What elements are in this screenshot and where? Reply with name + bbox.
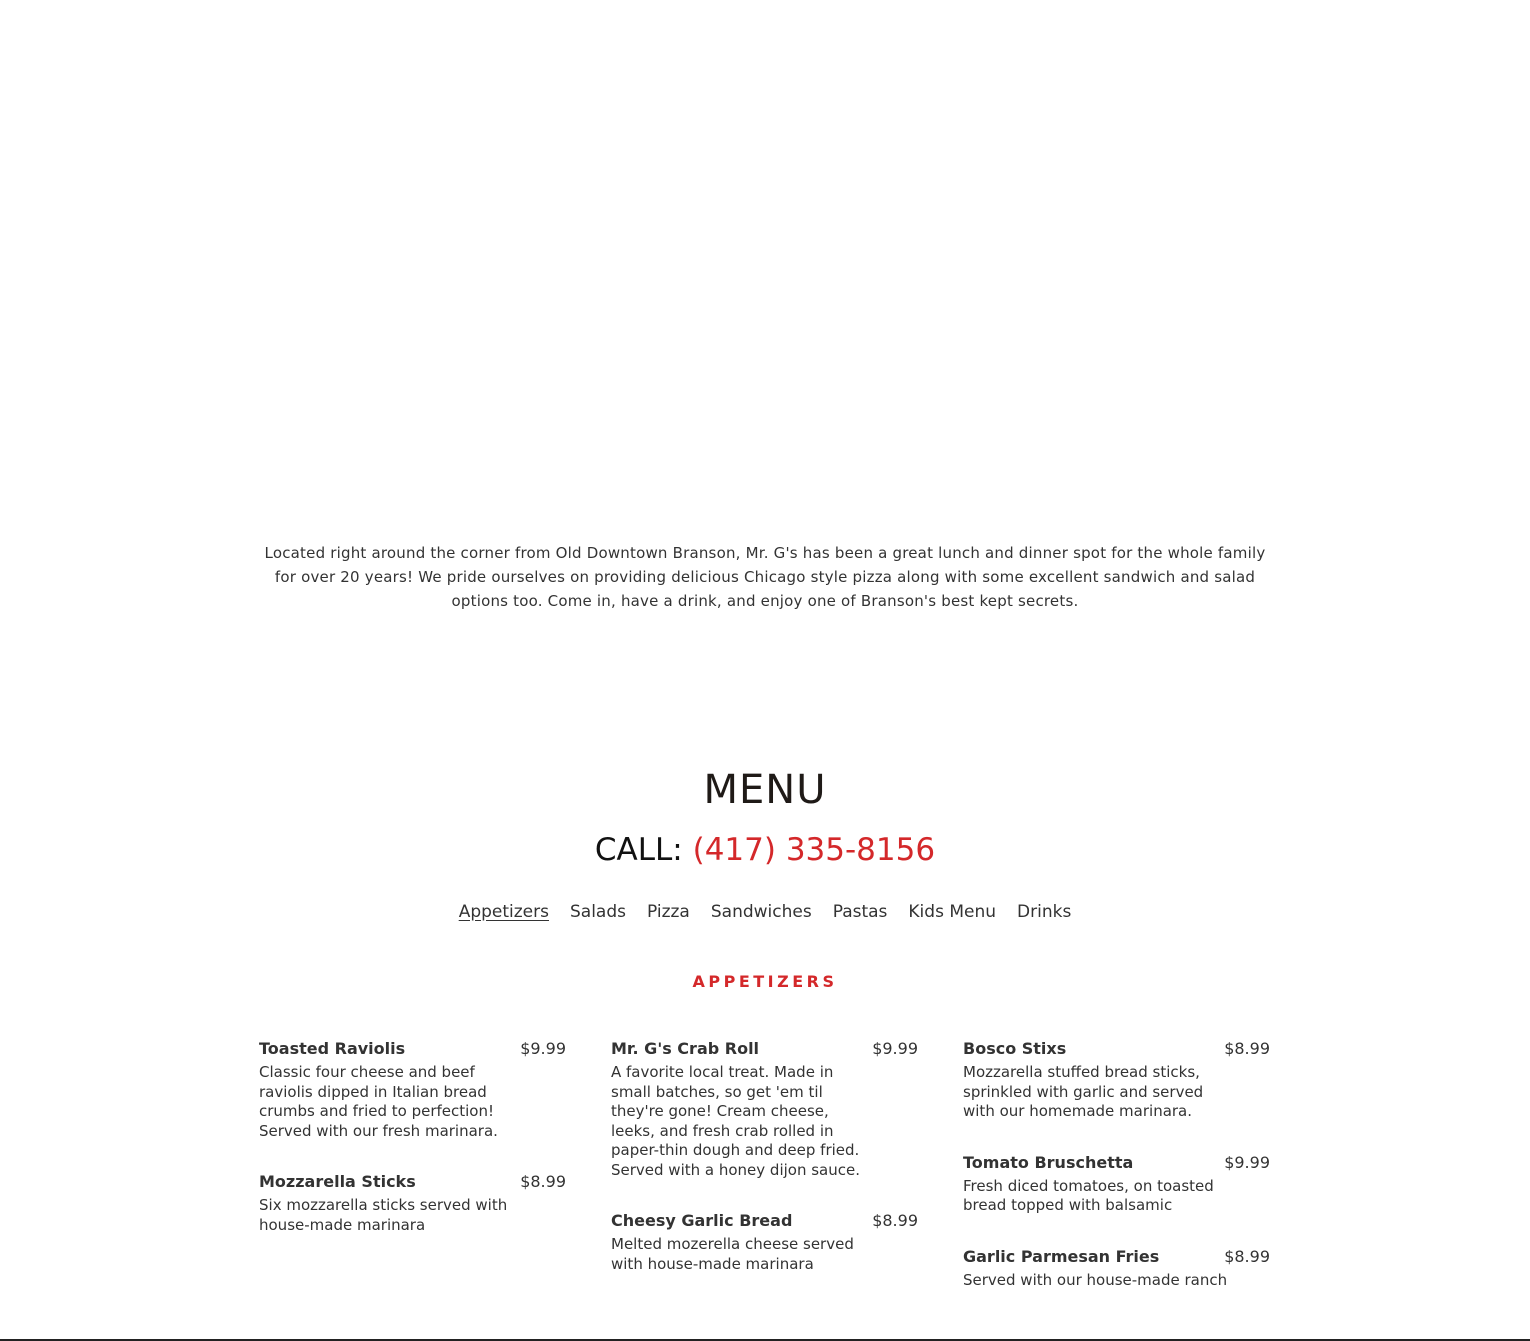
hero-image-area — [0, 0, 1530, 520]
item-name: Mr. G's Crab Roll — [611, 1039, 760, 1058]
item-description: Served with our house-made ranch — [963, 1270, 1228, 1289]
item-description: Fresh diced tomatoes, on toasted bread topped with balsamic — [963, 1176, 1214, 1214]
phone-link[interactable]: (417) 335-8156 — [692, 832, 936, 868]
menu-item — [963, 1038, 1270, 1122]
item-name: Toasted Raviolis — [259, 1039, 406, 1058]
tab-drinks[interactable]: Drinks — [1017, 902, 1072, 922]
menu-tabs — [0, 900, 1530, 924]
item-name: Tomato Bruschetta — [963, 1152, 1134, 1172]
menu-items-grid — [259, 1038, 1271, 1320]
item-name: Bosco Stixs — [963, 1039, 1067, 1058]
item-price: $8.99 — [520, 1172, 566, 1191]
item-description: Classic four cheese and beef raviolis dipped in Italian bread crumbs and fried to perfection! Served with our fresh marinara. — [259, 1063, 498, 1140]
tab-pastas[interactable]: Pastas — [832, 902, 888, 922]
call-label: CALL: — [594, 832, 683, 868]
item-description: A favorite local treat. Made in small batches, so get 'em til they're gone! Cream cheese, leeks, and fresh crab rolled in paper-thin dough and deep fried. Served with a honey dijon sauce. — [611, 1063, 860, 1179]
menu-column-3 — [963, 1038, 1270, 1320]
menu-item — [963, 1246, 1270, 1291]
call-line — [0, 828, 1530, 872]
about-paragraph: Located right around the corner from Old Downtown Branson, Mr. G's has been a great lunch and dinner spot for the whole family for over 20 years! We pride ourselves on providing delicious Chicago style pizza along with some excellent sandwich and salad options too. Come in, have a drink, and enjoy one of Branson's best kept secrets. — [264, 544, 1266, 610]
tab-kids-menu[interactable]: Kids Menu — [908, 902, 997, 922]
tab-pizza[interactable]: Pizza — [646, 902, 690, 922]
tab-appetizers[interactable]: Appetizers — [458, 902, 549, 922]
item-price: $9.99 — [872, 1039, 918, 1058]
item-price: $9.99 — [520, 1039, 566, 1058]
item-description: Six mozzarella sticks served with house-made marinara — [259, 1196, 508, 1234]
item-price: $8.99 — [1224, 1246, 1270, 1266]
tab-salads[interactable]: Salads — [569, 902, 626, 922]
item-name: Cheesy Garlic Bread — [611, 1211, 793, 1230]
menu-item — [611, 1210, 918, 1274]
item-name: Garlic Parmesan Fries — [963, 1246, 1160, 1266]
section-title: APPETIZERS — [692, 972, 838, 991]
item-price: $8.99 — [1224, 1039, 1270, 1058]
menu-item — [259, 1171, 566, 1235]
item-description: Mozzarella stuffed bread sticks, sprinkled with garlic and served with our homemade marinara. — [963, 1063, 1204, 1120]
menu-item — [611, 1038, 918, 1180]
tab-sandwiches[interactable]: Sandwiches — [710, 902, 812, 922]
menu-column-2 — [611, 1038, 918, 1320]
menu-column-1 — [259, 1038, 566, 1320]
item-name: Mozzarella Sticks — [259, 1172, 416, 1191]
menu-item — [963, 1152, 1270, 1216]
menu-item — [259, 1038, 566, 1141]
item-price: $9.99 — [1224, 1152, 1270, 1172]
item-price: $8.99 — [872, 1211, 918, 1230]
menu-title: MENU — [703, 767, 827, 813]
item-description: Melted mozerella cheese served with house-made marinara — [611, 1235, 854, 1273]
